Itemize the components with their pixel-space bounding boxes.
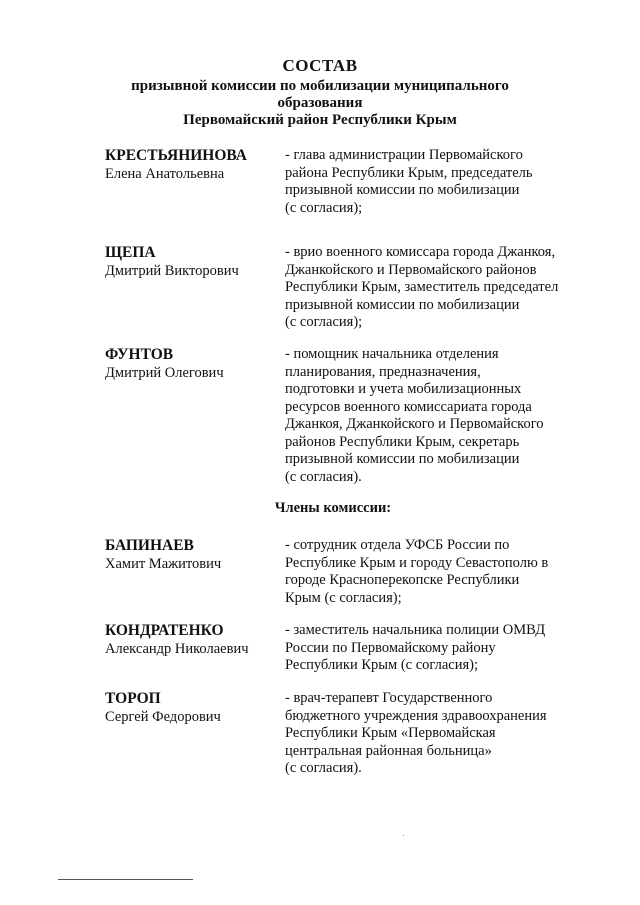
member-role: - заместитель начальника полиции ОМВД России по Первомайскому району Республики Крым (с согласия); — [285, 622, 546, 673]
member-name — [105, 690, 280, 726]
subtitle-line-2: Первомайский район Республики Крым — [183, 112, 457, 128]
member-given-name: Дмитрий Викторович — [105, 263, 239, 279]
member-name — [105, 537, 280, 573]
member-surname: БАПИНАЕВ — [105, 537, 194, 554]
member-role: - врач-терапевт Государственного бюджетного учреждения здравоохранения Республики Крым «Первомайская центральная районная больница» (с согласия). — [285, 690, 547, 776]
member-surname: ТОРОП — [105, 690, 161, 707]
member-surname: ЩЕПА — [105, 244, 156, 261]
member-role: - врио военного комиссара города Джанкоя, Джанкойского и Первомайского районов Республики Крым, заместитель председател призывной комиссии по мобилизации (с согласия); — [285, 244, 559, 330]
member-surname: КРЕСТЬЯНИНОВА — [105, 147, 247, 164]
members-heading: Члены комиссии: — [274, 500, 392, 516]
member-name — [105, 622, 280, 658]
member-surname: ФУНТОВ — [105, 346, 174, 363]
footer-rule — [58, 879, 193, 880]
member-given-name: Хамит Мажитович — [105, 556, 222, 572]
member-given-name: Сергей Федорович — [105, 709, 221, 725]
member-role: - глава администрации Первомайского района Республики Крым, председатель призывной комиссии по мобилизации (с согласия); — [285, 147, 533, 216]
member-name — [105, 244, 280, 280]
member-name — [105, 147, 280, 183]
scan-speck — [403, 835, 404, 836]
member-given-name: Александр Николаевич — [105, 641, 249, 657]
member-surname: КОНДРАТЕНКО — [105, 622, 224, 639]
member-given-name: Дмитрий Олегович — [105, 365, 224, 381]
member-given-name: Елена Анатольевна — [105, 166, 225, 182]
page-title: СОСТАВ — [282, 56, 358, 75]
page-subtitle — [90, 78, 550, 129]
member-name — [105, 346, 280, 382]
subtitle-line-1: призывной комиссии по мобилизации муниципального образования — [131, 78, 509, 111]
member-role: - помощник начальника отделения планирования, предназначения, подготовки и учета мобилизационных ресурсов военного комиссариата города Джанкоя, Джанкойского и Первомайского районов Республики Крым, секретарь призывной комиссии по мобилизации (с согласия). — [285, 346, 544, 485]
member-role: - сотрудник отдела УФСБ России по Республике Крым и городу Севастополю в городе Красноперекопске Республики Крым (с согласия); — [285, 537, 549, 606]
